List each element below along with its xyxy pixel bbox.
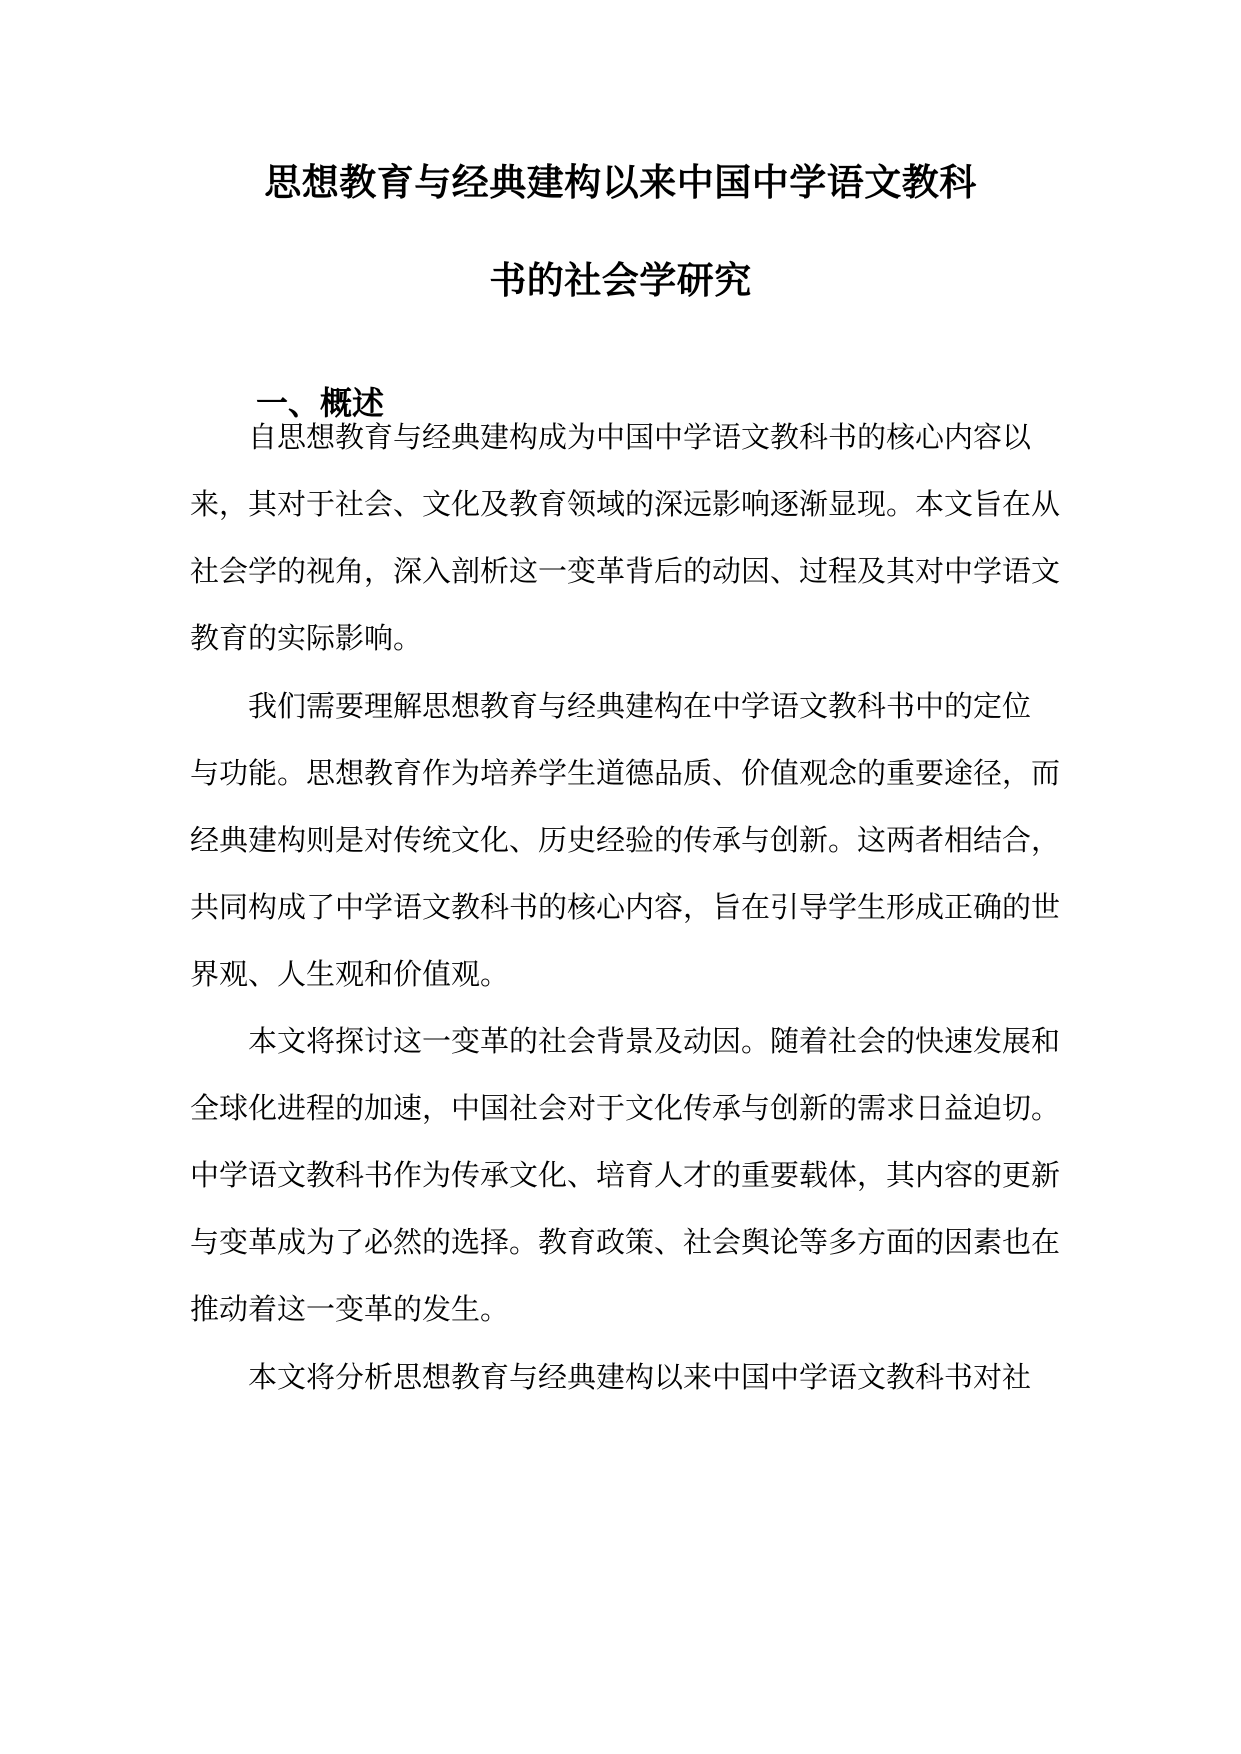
title-line-2: 书的社会学研究 [489, 259, 752, 302]
section-heading: 一、概述 [256, 384, 385, 422]
paragraph-1-line-3: 社会学的视角，深入剖析这一变革背后的动因、过程及其对中学语文 [190, 554, 1061, 588]
paragraph-2-line-1: 我们需要理解思想教育与经典建构在中学语文教科书中的定位 [248, 689, 1032, 723]
paragraph-3-line-5: 推动着这一变革的发生。 [190, 1292, 510, 1326]
paragraph-4-line-1: 本文将分析思想教育与经典建构以来中国中学语文教科书对社 [248, 1360, 1032, 1394]
paragraph-3-line-2: 全球化进程的加速，中国社会对于文化传承与创新的需求日益迫切。 [190, 1091, 1061, 1125]
paragraph-2-line-2: 与功能。思想教育作为培养学生道德品质、价值观念的重要途径，而 [190, 756, 1061, 790]
paragraph-1-line-1: 自思想教育与经典建构成为中国中学语文教科书的核心内容以 [248, 420, 1032, 454]
paragraph-2-line-5: 界观、人生观和价值观。 [190, 957, 510, 991]
paragraph-2-line-3: 经典建构则是对传统文化、历史经验的传承与创新。这两者相结合， [190, 823, 1061, 857]
paragraph-2-line-4: 共同构成了中学语文教科书的核心内容，旨在引导学生形成正确的世 [190, 890, 1061, 924]
paragraph-3-line-1: 本文将探讨这一变革的社会背景及动因。随着社会的快速发展和 [248, 1024, 1061, 1058]
paragraph-3-line-4: 与变革成为了必然的选择。教育政策、社会舆论等多方面的因素也在 [190, 1225, 1061, 1259]
paragraph-1-line-4: 教育的实际影响。 [190, 621, 423, 655]
title-line-1: 思想教育与经典建构以来中国中学语文教科 [264, 161, 977, 204]
paragraph-1-line-2: 来，其对于社会、文化及教育领域的深远影响逐渐显现。本文旨在从 [190, 487, 1061, 521]
paragraph-3-line-3: 中学语文教科书作为传承文化、培育人才的重要载体，其内容的更新 [190, 1158, 1061, 1192]
